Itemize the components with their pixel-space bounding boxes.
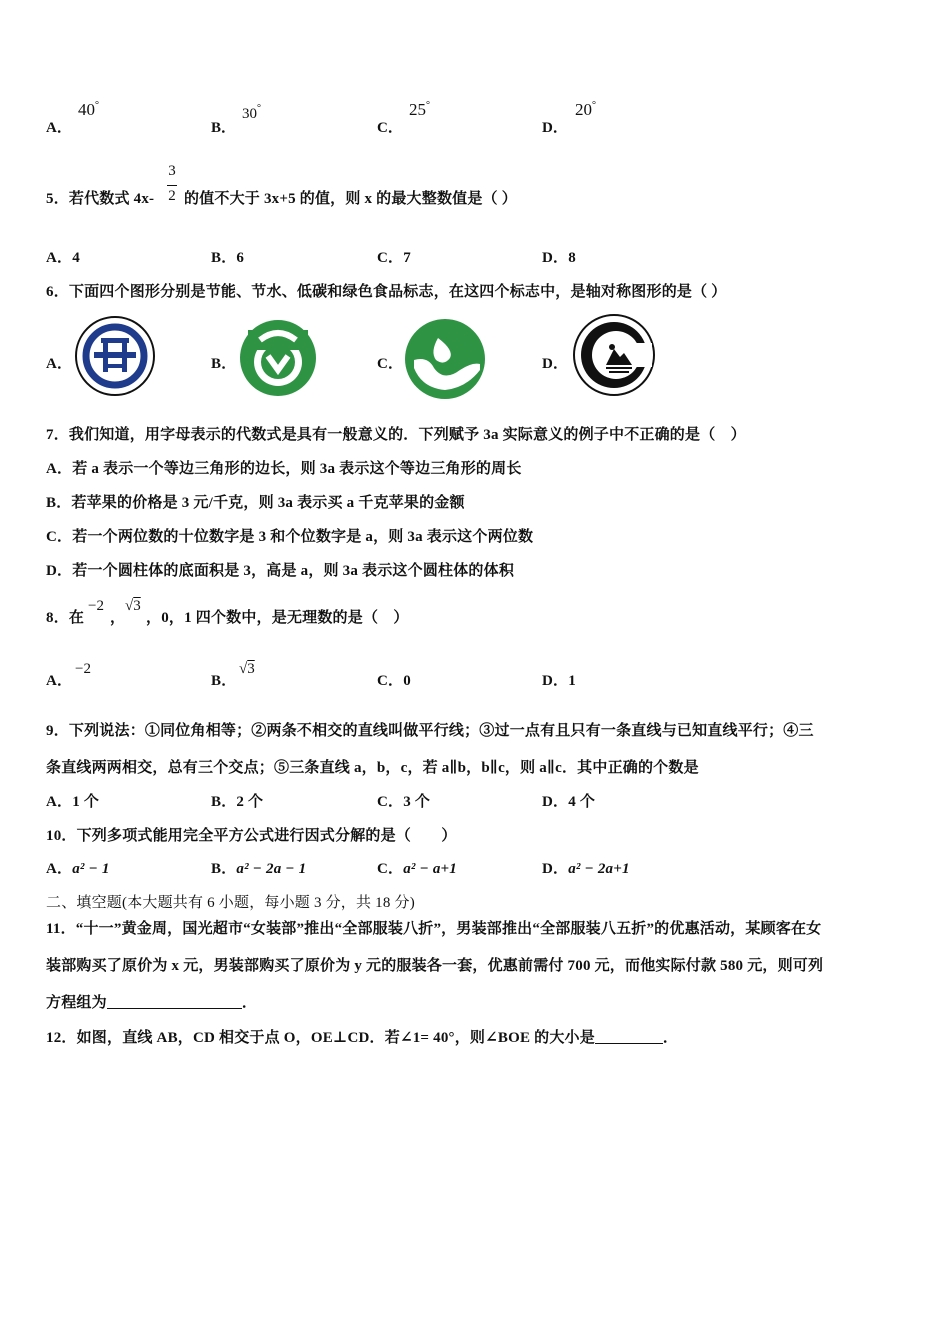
section-2-heading: 二、填空题(本大题共有 6 小题，每小题 3 分，共 18 分) — [46, 895, 415, 911]
q8-negative-two: −2 — [88, 598, 104, 614]
q4-option-d-value: 20° — [575, 100, 596, 119]
q8-option-b-label: B． — [211, 673, 237, 689]
sqrt-sign-icon: √ — [125, 598, 134, 614]
q5-option-b: B．6 — [211, 250, 245, 266]
q9-option-a: A．1 个 — [46, 794, 100, 810]
water-saving-logo — [238, 318, 318, 398]
q5-fraction-bar — [167, 185, 177, 186]
q8-option-d: D．1 — [542, 673, 576, 689]
q9-option-c: C．3 个 — [377, 794, 431, 810]
q8-option-b-value: √3 — [239, 661, 255, 677]
q5-option-c: C．7 — [377, 250, 411, 266]
q5-option-d: D．8 — [542, 250, 576, 266]
q12-text: 12．如图，直线 AB，CD 相交于点 O，OE⊥CD．若∠1= 40°，则∠BOE 的大小是 ． — [46, 1030, 679, 1046]
q11-answer-blank[interactable] — [107, 993, 242, 1009]
q10-option-a: A．a² − 1 — [46, 861, 110, 877]
q9-line-2: 条直线两两相交，总有三个交点；⑤三条直线 a，b，c，若 a∥b，b∥c，则 a∥c．其中正确的个数是 — [46, 760, 699, 776]
green-food-logo — [572, 313, 656, 397]
q9-line-1: 9．下列说法：①同位角相等；②两条不相交的直线叫做平行线；③过一点有且只有一条直线与已知直线平行；④三 — [46, 723, 814, 739]
q10-stem: 10．下列多项式能用完全平方公式进行因式分解的是（ ） — [46, 828, 457, 844]
q6-stem: 6．下面四个图形分别是节能、节水、低碳和绿色食品标志，在这四个标志中，是轴对称图形的是（ ） — [46, 284, 727, 300]
q11-line-2: 装部购买了原价为 x 元，男装部购买了原价为 y 元的服装各一套，优惠前需付 700 元，而他实际付款 580 元，则可列 — [46, 958, 824, 974]
q5-suffix: 的值不大于 3x+5 的值，则 x 的最大整数值是（ ） — [184, 191, 517, 207]
q5-option-a: A．4 — [46, 250, 80, 266]
q4-option-b-label: B． — [211, 120, 237, 136]
q6-option-b-label: B． — [211, 356, 237, 372]
q5-prefix: 5．若代数式 4x- — [46, 191, 155, 207]
q7-option-d: D．若一个圆柱体的底面积是 3，高是 a，则 3a 表示这个圆柱体的体积 — [46, 563, 515, 579]
q6-option-c-label: C． — [377, 356, 404, 372]
low-carbon-logo — [404, 318, 486, 400]
q10-option-c: C．a² − a+1 — [377, 861, 457, 877]
q8-option-a-value: −2 — [75, 661, 91, 677]
q4-option-b-value: 30° — [242, 103, 261, 122]
q6-option-d-label: D． — [542, 356, 569, 372]
q4-option-c-label: C． — [377, 120, 403, 136]
q10-option-d: D．a² − 2a+1 — [542, 861, 630, 877]
q7-option-a: A．若 a 表示一个等边三角形的边长，则 3a 表示这个等边三角形的周长 — [46, 461, 522, 477]
q8-option-a-label: A． — [46, 673, 73, 689]
q5-fraction-denominator: 2 — [168, 188, 176, 204]
q4-option-c-value: 25° — [409, 100, 430, 119]
sqrt-sign-icon: √ — [239, 661, 248, 677]
q8-sqrt-three: √3 — [125, 598, 141, 614]
q8-option-c: C．0 — [377, 673, 411, 689]
q9-option-d: D．4 个 — [542, 794, 596, 810]
q12-answer-blank[interactable] — [595, 1028, 663, 1044]
q4-option-a-label: A． — [46, 120, 72, 136]
q8-rest: ，0，1 四个数中，是无理数的是（ ） — [146, 610, 409, 626]
q10-option-b: B．a² − 2a − 1 — [211, 861, 307, 877]
q5-fraction-numerator: 3 — [168, 163, 176, 179]
q11-line-1: 11．“十一”黄金周，国光超市“女装部”推出“全部服装八折”，男装部推出“全部服装八五折”的优惠活动，某顾客在女 — [46, 921, 822, 937]
q9-option-b: B．2 个 — [211, 794, 264, 810]
q7-option-c: C．若一个两位数的十位数字是 3 和个位数字是 a，则 3a 表示这个两位数 — [46, 529, 534, 545]
q11-line-3: 方程组为 ． — [46, 995, 258, 1011]
energy-saving-logo — [74, 314, 156, 398]
q6-option-a-label: A． — [46, 356, 73, 372]
q7-option-b: B．若苹果的价格是 3 元/千克，则 3a 表示买 a 千克苹果的金额 — [46, 495, 465, 511]
q8-prefix: 8．在 — [46, 610, 85, 626]
q4-option-a-value: 40° — [78, 100, 99, 119]
q7-stem: 7．我们知道，用字母表示的代数式是具有一般意义的．下列赋予 3a 实际意义的例子中不正确的是（ ） — [46, 427, 746, 443]
q4-option-d-label: D． — [542, 120, 568, 136]
q8-comma: ， — [110, 610, 126, 626]
